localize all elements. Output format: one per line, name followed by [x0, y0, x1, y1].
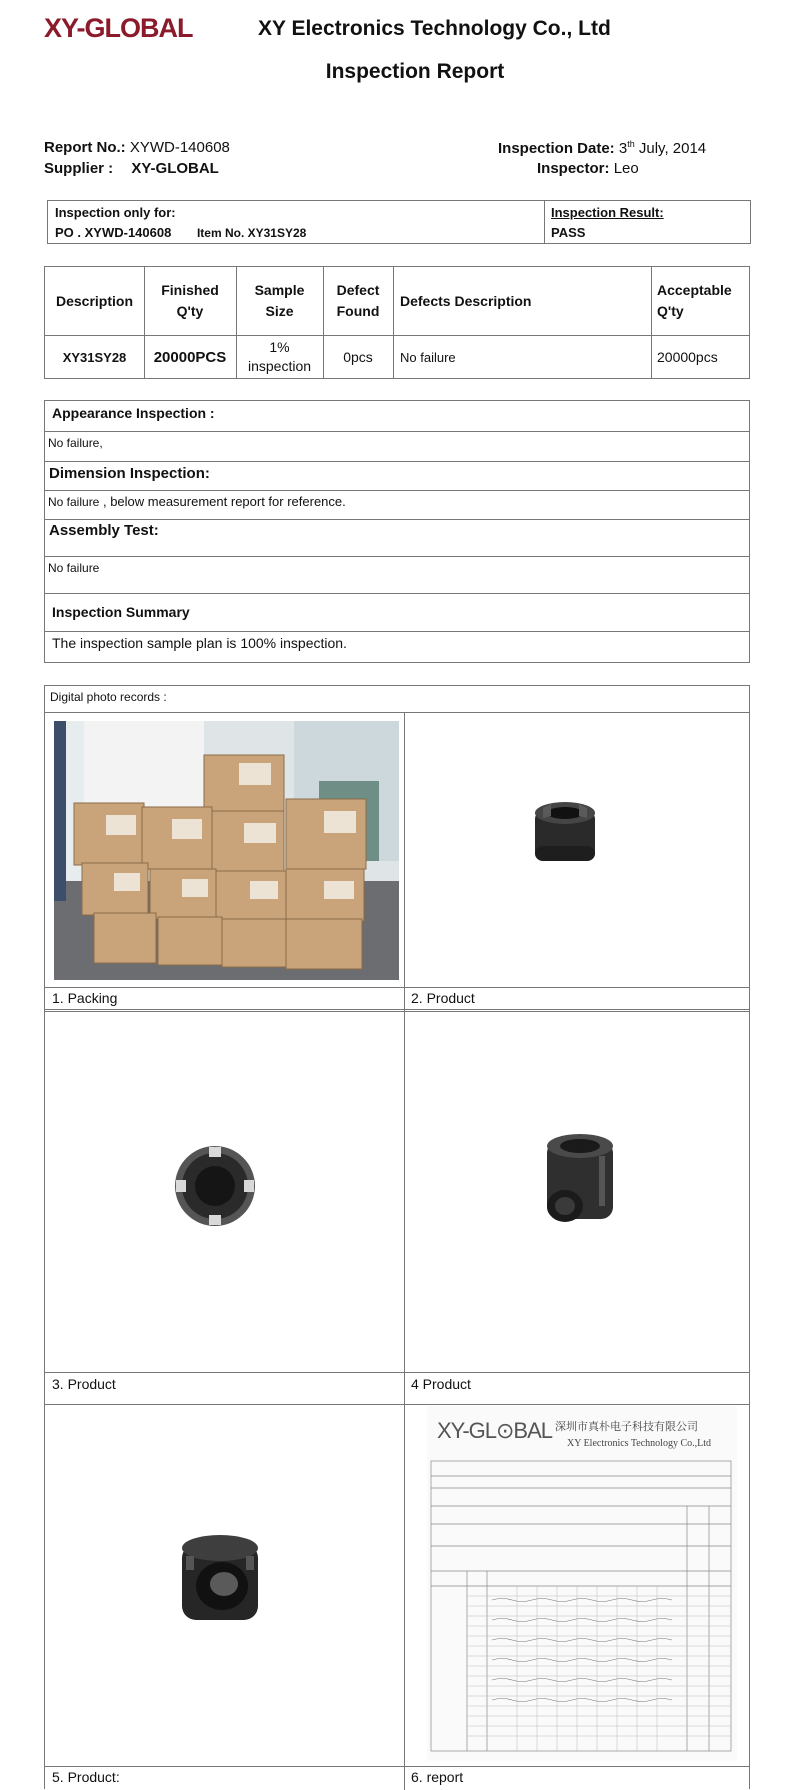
photo-packing: [54, 721, 399, 980]
dimension-title: Dimension Inspection:: [49, 465, 210, 482]
cell-sample-size: 1% inspection: [247, 339, 312, 374]
photo-records-title: Digital photo records :: [50, 690, 167, 704]
header-description: Description: [55, 292, 133, 309]
inspection-date: [498, 139, 706, 157]
inspection-only-for: Inspection only for:: [55, 205, 176, 220]
caption-4: 4 Product: [411, 1376, 471, 1392]
order-box: [47, 200, 751, 244]
report-no-label: Report No.:: [44, 139, 126, 156]
report-title: Inspection Report: [325, 60, 505, 83]
dimension-text: [48, 494, 346, 509]
report-chinese-company: 深圳市真朴电子科技有限公司: [555, 1421, 698, 1433]
inspection-result-value: PASS: [551, 225, 586, 240]
inspector-label: Inspector:: [537, 160, 610, 177]
inspection-date-day: 3: [618, 140, 628, 157]
photo-records: [44, 685, 750, 1789]
supplier: [44, 160, 219, 177]
caption-5: 5. Product:: [52, 1769, 120, 1785]
cell-defects-description: No failure: [400, 349, 456, 365]
caption-2: 2. Product: [411, 990, 475, 1006]
assembly-title: Assembly Test:: [49, 522, 159, 539]
cell-description: XY31SY28: [62, 349, 127, 365]
photo-report: [427, 1406, 737, 1761]
logo-text-left: XY-GLOBAL: [44, 13, 193, 43]
header-finished-qty: Finished Q'ty: [161, 282, 219, 319]
company-name: XY Electronics Technology Co., Ltd: [258, 17, 611, 40]
summary-title: Inspection Summary: [52, 604, 190, 620]
inspection-date-rest: July, 2014: [634, 140, 707, 157]
header-sample-size: Sample Size: [254, 282, 305, 319]
header-defects-description: Defects Description: [400, 292, 532, 309]
cell-defect-found: 0pcs: [343, 349, 373, 365]
header-acceptable-qty: Acceptable Q'ty: [657, 282, 732, 319]
inspection-table: [44, 266, 750, 379]
item-number: Item No. XY31SY28: [196, 226, 307, 240]
supplier-value: XY-GLOBAL: [131, 160, 219, 177]
caption-3: 3. Product: [52, 1376, 116, 1392]
inspection-date-label: Inspection Date:: [498, 140, 615, 157]
assembly-text: No failure: [48, 561, 100, 575]
caption-1: 1. Packing: [52, 990, 118, 1006]
inspector: [537, 160, 639, 177]
summary-text: The inspection sample plan is 100% inspection.: [52, 635, 347, 651]
dimension-text-b: , below measurement report for reference.: [99, 494, 346, 509]
appearance-title: Appearance Inspection :: [52, 405, 215, 421]
po-number: [55, 225, 306, 240]
appearance-text: No failure,: [48, 436, 103, 450]
report-english-company: XY Electronics Technology Co.,Ltd: [567, 1438, 711, 1449]
cell-acceptable-qty: 20000pcs: [657, 349, 718, 365]
po-label: PO . XYWD-140608: [55, 225, 172, 240]
cell-finished-qty: 20000PCS: [153, 348, 227, 366]
report-no: [44, 139, 230, 156]
company-logo: [44, 10, 249, 46]
inspection-sections: [44, 400, 750, 663]
dimension-text-a: No failure: [48, 495, 100, 509]
report-no-value: XYWD-140608: [129, 139, 230, 156]
photo-product-4: [535, 1126, 625, 1236]
header-defect-found: Defect Found: [336, 282, 380, 319]
inspection-date-sup: th: [627, 139, 635, 149]
caption-6: 6. report: [411, 1769, 464, 1785]
photo-product-2: [515, 786, 615, 876]
photo-product-3: [170, 1141, 260, 1231]
report-logo-text: XY-GL⊙BAL: [437, 1418, 553, 1443]
inspector-value: Leo: [613, 160, 639, 177]
photo-product-5: [170, 1526, 270, 1636]
supplier-label: Supplier :: [44, 160, 114, 177]
inspection-result-label: Inspection Result:: [551, 205, 664, 220]
